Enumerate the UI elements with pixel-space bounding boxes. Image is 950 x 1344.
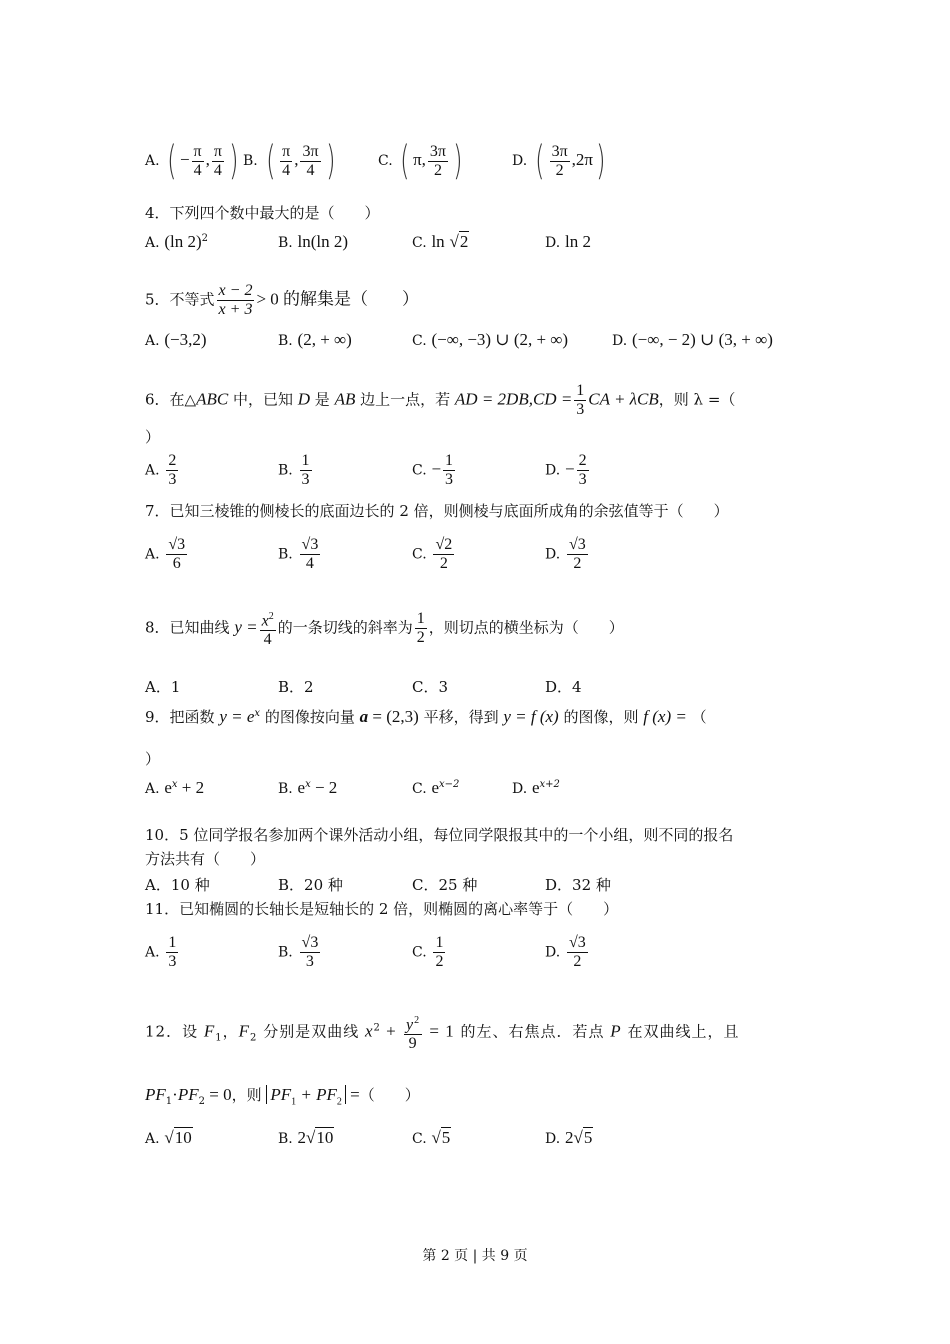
q7-option-b: B. $\frac{√3}{4}$ — [278, 536, 319, 572]
q10-stem-line1: 10．5 位同学报名参加两个课外活动小组，每位同学限报其中的一个小组，则不同的报名 — [145, 826, 734, 844]
q3-option-b: B. ( $\frac{\pi}{4}$ , $\frac{3\pi}{4}$ ) — [243, 138, 336, 184]
q4-stem: 4．下列四个数中最大的是（ ） — [145, 204, 380, 222]
q10-option-b: B．20 种 — [278, 876, 343, 894]
q5-option-a: A. (−3,2) — [145, 330, 207, 349]
q10-option-d: D．32 种 — [545, 876, 611, 894]
q8-option-a: A．1 — [145, 678, 181, 696]
q11-stem: 11．已知椭圆的长轴长是短轴长的 2 倍，则椭圆的离心率等于（ ） — [145, 900, 619, 918]
page-footer: 第 2 页 | 共 9 页 — [422, 1248, 528, 1264]
q9-option-c: C. $e^{x-2}$ — [412, 778, 460, 797]
q9-close: ） — [145, 750, 161, 768]
q3-option-d: D. ( $\frac{3\pi}{2}$ ,2π) — [512, 138, 606, 184]
q12-stem-line2: $PF_1\cdot PF_2 = 0$，则 $PF_1 + PF_2$ =（ ） — [145, 1085, 420, 1108]
q5-option-d: D. (−∞, − 2) ∪ (3, + ∞) — [612, 330, 773, 349]
q6-close: ） — [145, 428, 161, 446]
q12-option-c: C. √5 — [412, 1128, 451, 1147]
q7-option-c: C. $\frac{√2}{2}$ — [412, 536, 453, 572]
q6-option-d: D. − $\frac{2}{3}$ — [545, 452, 587, 488]
q8-option-b: B．2 — [278, 678, 314, 696]
q12-option-d: D. 2√5 — [545, 1128, 593, 1147]
q7-stem: 7．已知三棱锥的侧棱长的底面边长的 2 倍，则侧棱与底面所成角的余弦值等于（ ） — [145, 502, 729, 520]
q10-option-a: A．10 种 — [145, 876, 210, 894]
q6-stem: 6．在△ABC 中，已知 D 是 AB 边上一点，若 AD = 2DB,CD = $\frac{1}{3}$ CA + λCB，则 λ =（ — [145, 382, 736, 418]
q12-stem: 12．设 $F_1$，$F_2$ 分别是双曲线 $x^2$ + $\frac{y^2}{9}$ = 1 的左、右焦点．若点 P 在双曲线上，且 — [145, 1012, 739, 1053]
q11-option-a: A. $\frac{1}{3}$ — [145, 934, 177, 970]
q9-option-b: B. $e^x - 2$ — [278, 778, 338, 797]
q4-option-c: C. ln √2 — [412, 232, 469, 251]
q11-option-d: D. $\frac{√3}{2}$ — [545, 934, 586, 970]
q8-option-c: C．3 — [412, 678, 449, 696]
q11-option-c: C. $\frac{1}{2}$ — [412, 934, 444, 970]
q10-option-c: C．25 种 — [412, 876, 478, 894]
q9-stem: 9．把函数 $y = e^x$ 的图像按向量 a = (2,3) 平移，得到 y = f (x) 的图像，则 f (x) = （ — [145, 707, 707, 726]
q9-option-d: D. $e^{x+2}$ — [512, 778, 560, 797]
q3-option-a: A. ( − $\frac{\pi}{4}$ , $\frac{\pi}{4}$ ) — [145, 138, 239, 184]
q12-option-b: B. 2√10 — [278, 1128, 334, 1147]
q7-option-a: A. $\frac{√3}{6}$ — [145, 536, 186, 572]
q5-option-b: B. (2, + ∞) — [278, 330, 352, 349]
q11-option-b: B. $\frac{√3}{3}$ — [278, 934, 319, 970]
q8-stem: 8．已知曲线 y = $\frac{x^2}{4}$ 的一条切线的斜率为 $\frac{1}{2}$ ，则切点的横坐标为（ ） — [145, 608, 624, 649]
q4-option-d: D. ln 2 — [545, 232, 591, 251]
q6-option-c: C. − $\frac{1}{3}$ — [412, 452, 454, 488]
q10-stem-line2: 方法共有（ ） — [145, 850, 266, 868]
q5-stem: 5．不等式 $\frac{x - 2}{x + 3}$ > 0 的解集是（ ） — [145, 282, 420, 318]
q7-option-d: D. $\frac{√3}{2}$ — [545, 536, 586, 572]
q9-option-a: A. $e^x + 2$ — [145, 778, 205, 797]
q6-option-b: B. $\frac{1}{3}$ — [278, 452, 310, 488]
q4-option-a: A. (ln 2)$^2$ — [145, 232, 209, 251]
q3-option-c: C. ( π, $\frac{3\pi}{2}$ ) — [378, 138, 463, 184]
q6-option-a: A. $\frac{2}{3}$ — [145, 452, 177, 488]
q8-option-d: D．4 — [545, 678, 582, 696]
q5-option-c: C. (−∞, −3) ∪ (2, + ∞) — [412, 330, 569, 349]
q12-option-a: A. √10 — [145, 1128, 192, 1147]
q4-option-b: B. ln(ln 2) — [278, 232, 349, 251]
